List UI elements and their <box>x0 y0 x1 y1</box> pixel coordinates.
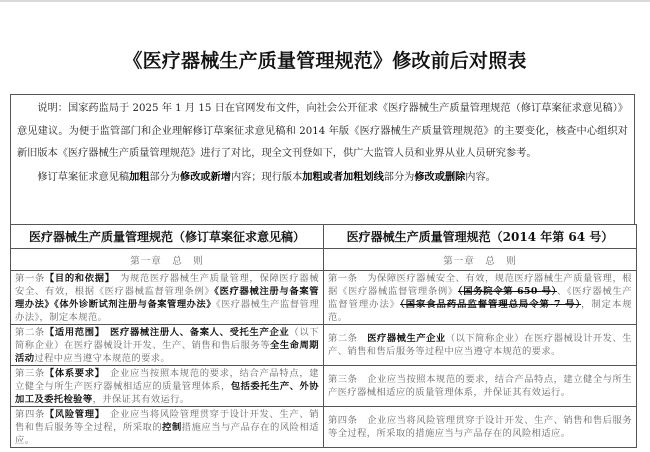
article-3-draft <box>11 366 324 407</box>
article-text: ，制定本规范。 <box>328 298 632 323</box>
article-number: 第四条 <box>15 409 45 420</box>
article-text: 为规范医疗器械生产质量管理，保障医疗器械安全、有效，根据《医疗器械监督管理条例》 <box>15 273 320 297</box>
article-topic: 【体系要求】 <box>44 368 101 379</box>
legend-bold: 加粗或者加粗划线 <box>302 170 384 183</box>
article-bold-text: 医疗器械生产企业 <box>367 333 446 344</box>
chapter-row <box>11 249 637 271</box>
top-border-line <box>0 0 650 2</box>
article-1-current <box>324 271 637 325</box>
article-text: （以下简称企业）在医疗器械设计开发、生产、销售和售后服务等过程中应当遵守本规范的要求。 <box>328 333 633 357</box>
article-text <box>100 327 110 338</box>
article-text: 企业应当按照本规范的要求，结合产品特点，建立健全与所生产医疗器械相适应的质量管理体系， <box>15 368 319 392</box>
legend-paragraph <box>17 166 628 190</box>
header-draft: 医疗器械生产质量管理规范（修订草案征求意见稿） <box>11 225 324 249</box>
article-text: 过程中应当遵守本规范的要求。 <box>34 353 171 364</box>
article-topic: 【目的和依据】 <box>44 273 111 284</box>
chapter-current: 第一章 总 则 <box>324 249 637 271</box>
chapter-draft: 第一章 总 则 <box>11 249 324 271</box>
table-header-row <box>11 225 637 249</box>
article-text: 、《医疗器械生产监督管理办法》 <box>328 285 633 310</box>
article-bold-text: 全生命周期活动 <box>15 340 319 364</box>
table-row <box>11 366 637 407</box>
legend-text: 部分为 <box>383 171 415 183</box>
article-text: （以下简称企业）在医疗器械设计开发、生产、销售和售后服务等 <box>15 327 320 351</box>
legend-text: 内容；现行版本 <box>230 171 303 183</box>
article-text: ，并保证其有效运行。 <box>92 394 190 405</box>
article-text: 企业应当将风险管理贯穿于设计开发、生产、销售和售后服务等全过程，所采取的 <box>15 409 319 433</box>
header-current: 医疗器械生产质量管理规范（2014 年第 64 号） <box>324 225 637 249</box>
article-bold-text: 医疗器械注册人、备案人、受托生产企业 <box>110 327 290 338</box>
legend-text: 内容。 <box>465 171 496 183</box>
article-struck-text: （国务院令第 650 号） <box>457 285 558 297</box>
intro-box <box>10 94 635 224</box>
article-text: 第三条 企业应当按照本规范的要求，结合产品特点，建立健全与所生产医疗器械相适应的质量管理体系，并保证其有效运行。 <box>328 374 632 398</box>
article-number: 第二条 <box>15 327 45 338</box>
article-text: 第一条 为保障医疗器械安全、有效，规范医疗器械生产质量管理，根据《医疗器械监督管理条例》 <box>328 272 632 297</box>
article-text: 第四条 企业应当将风险管理贯穿于设计开发、生产、销售和售后服务等全过程，所采取的措施应当与产品存在的风险相适应。 <box>328 415 632 439</box>
article-struck-text: （国家食品药品监督管理总局令第 7 号） <box>400 298 582 310</box>
article-topic: 【风险管理】 <box>44 409 101 420</box>
legend-bold: 加粗 <box>129 170 150 183</box>
article-number: 第三条 <box>15 368 45 379</box>
article-text: 措施应当与产品存在的风险相适应。 <box>15 422 319 446</box>
table-row <box>11 407 637 448</box>
article-number: 第一条 <box>15 273 45 284</box>
table-row <box>11 325 637 366</box>
comparison-table <box>10 224 637 448</box>
article-3-current <box>324 366 637 407</box>
article-4-current <box>324 407 637 448</box>
page-title: 《医疗器械生产质量管理规范》修改前后对照表 <box>123 50 527 72</box>
article-2-current <box>324 325 637 366</box>
article-topic: 【适用范围】 <box>44 327 101 338</box>
article-bold-text: 包括委托生产、外协加工及委托检验等 <box>15 381 319 405</box>
article-bold-text: 控制 <box>162 422 182 433</box>
article-2-draft <box>11 325 324 366</box>
article-1-draft <box>11 271 324 325</box>
article-text: 第二条 <box>328 333 368 344</box>
legend-text: 部分为 <box>149 171 181 183</box>
article-4-draft <box>11 407 324 448</box>
legend-bold: 修改或删除 <box>414 170 466 183</box>
article-bold-text: 《医疗器械注册与备案管理办法》《体外诊断试剂注册与备案管理办法》 <box>15 286 319 310</box>
legend-bold: 修改或新增 <box>180 170 231 183</box>
intro-paragraph: 说明：国家药监局于 2025 年 1 月 15 日在官网发布文件，向社会公开征求《医疗器械生产质量管理规范（修订草案征求意见稿）》意见建议。为便于监管部门和企业理解修订草案征求意见稿和 2014 年版《医疗器械生产质量管理规范》的主要变化，核查中心组织对新旧版本《医疗器械生产质量管理规范》进行了对比，现全文刊登如下，供广大监管人员和业界从业人员研究参考。 <box>17 103 628 159</box>
table-row <box>11 271 637 325</box>
legend-text: 修订草案征求意见稿 <box>37 171 130 183</box>
article-text: 《医疗器械生产监督管理办法》，制定本规范。 <box>15 299 319 323</box>
